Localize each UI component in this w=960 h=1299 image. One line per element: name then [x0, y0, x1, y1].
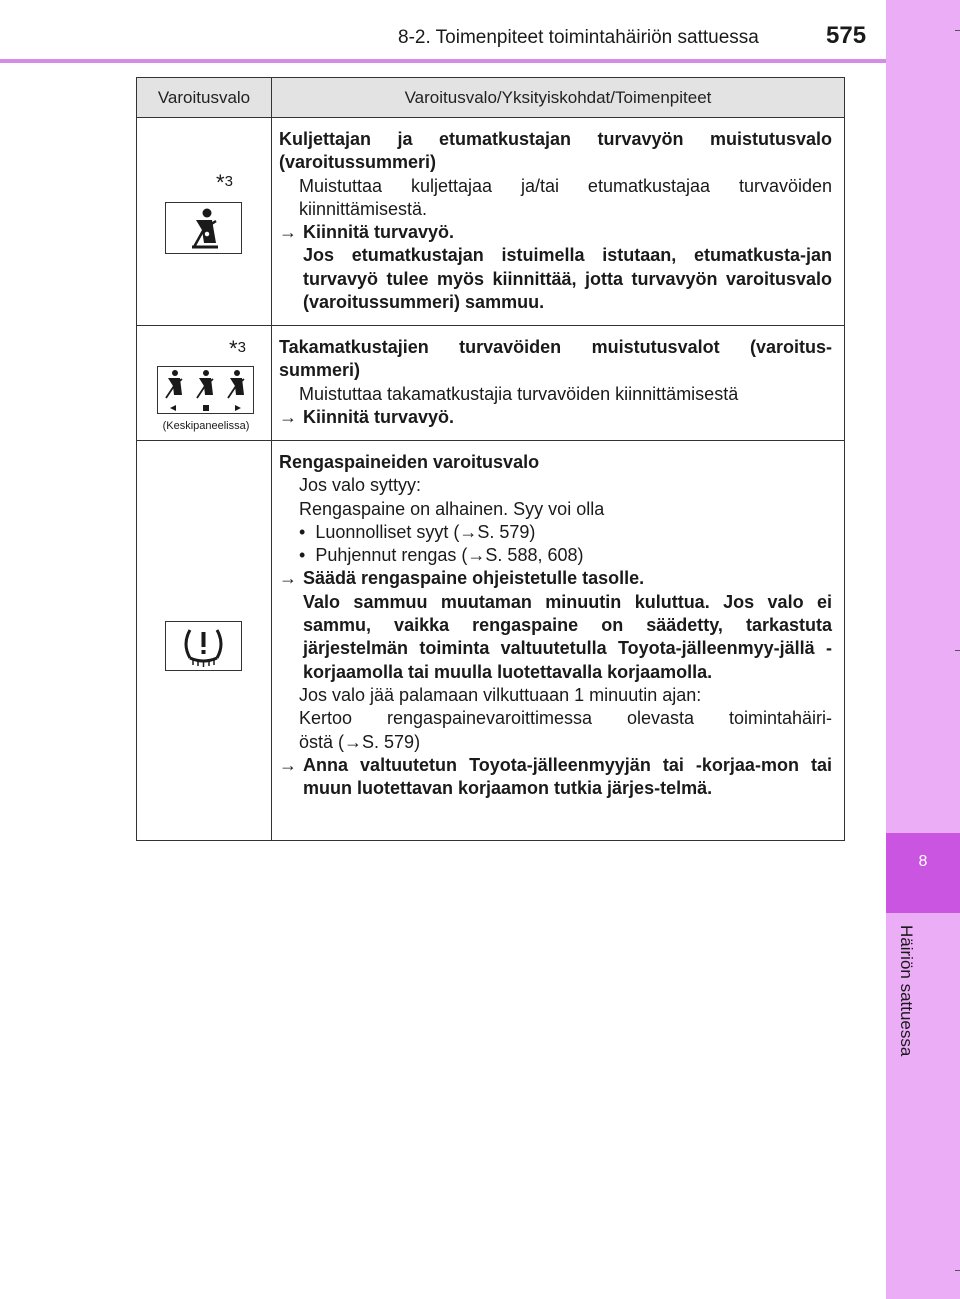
seatbelt-icon: [165, 202, 242, 254]
footnote-marker: *3: [216, 170, 233, 195]
page-number: 575: [826, 22, 867, 49]
arrow-right-icon: →: [459, 521, 478, 542]
icon-cell: [137, 118, 272, 325]
arrow-right-icon: →: [467, 545, 486, 566]
list-item: • Puhjennut rengas (→S. 588, 608): [299, 545, 584, 566]
text-line: östä (→S. 579): [299, 731, 421, 752]
text-line: Rengaspaine on alhainen. Syy voi olla: [299, 498, 605, 519]
action-item: → Säädä rengaspaine ohjeistetulle tasolle.: [279, 567, 832, 590]
action-item: → Kiinnitä turvavyö.: [279, 221, 832, 244]
column-header-light: Varoitusvalo: [137, 78, 272, 117]
chapter-number: 8: [918, 853, 928, 870]
rear-seatbelts-icon: [157, 366, 254, 414]
arrow-right-icon: →: [279, 222, 297, 243]
warning-light-table: [136, 77, 845, 841]
section-title: 8-2. Toimenpiteet toimintahäiriön sattuessa: [398, 27, 759, 48]
action-detail: Valo sammuu muutaman minuutin kuluttua. Jos valo ei sammu, vaikka rengaspaine on säädetty, tarkastuta järjestelmän toiminta valtuutetulla Toyota-jälleenmyy-jällä -korjaamolla tai muulla luotettavalla korjaamolla.: [303, 591, 832, 682]
icon-cell: [137, 441, 272, 840]
light-title: Kuljettajan ja etumatkustajan turvavyön muistutusvalo (varoitussummeri): [279, 129, 832, 173]
page-reference-link[interactable]: S. 579): [362, 731, 421, 752]
page-reference-link[interactable]: S. 588, 608): [485, 545, 584, 566]
crop-mark: [955, 650, 960, 651]
table-header-row: [137, 78, 844, 117]
text-line: Jos valo jää palamaan vilkuttuaan 1 minuutin ajan:: [299, 684, 702, 705]
table-row: [137, 440, 844, 840]
arrow-right-icon: →: [279, 754, 297, 775]
table-row: [137, 325, 844, 440]
column-header-details: Varoitusvalo/Yksityiskohdat/Toimenpiteet: [404, 87, 712, 107]
light-description: Muistuttaa takamatkustajia turvavöiden kiinnittämisestä: [299, 383, 739, 404]
light-title: Rengaspaineiden varoitusvalo: [279, 452, 540, 472]
table-row: [137, 117, 844, 325]
icon-cell: [137, 326, 272, 440]
arrow-right-icon: →: [344, 731, 363, 752]
arrow-right-icon: →: [279, 568, 297, 589]
text-line: Jos valo syttyy:: [299, 475, 422, 496]
action-detail: Jos etumatkustajan istuimella istutaan, etumatkusta-jan turvavyö tulee myös kiinnittää, jotta turvavyön varoitusvalo (varoitussummeri) sammuu.: [303, 245, 832, 313]
list-item: • Luonnolliset syyt (→S. 579): [299, 521, 536, 542]
action-item: → Kiinnitä turvavyö.: [279, 406, 832, 429]
icon-caption: (Keskipaneelissa): [162, 420, 250, 432]
crop-mark: [955, 1270, 960, 1271]
text-line: Kertoo rengaspainevaroittimessa olevasta toimintahäiri-: [299, 708, 832, 729]
light-title: Takamatkustajien turvavöiden muistutusvalot (varoitus-summeri): [279, 337, 832, 381]
crop-mark: [955, 30, 960, 31]
chapter-title: Häiriön sattuessa: [897, 925, 916, 1057]
footnote-marker: *3: [229, 336, 246, 361]
light-description: Muistuttaa kuljettajaa ja/tai etumatkustajaa turvavöiden kiinnittämisestä.: [299, 175, 832, 219]
page-reference-link[interactable]: S. 579): [477, 521, 536, 542]
action-item: → Anna valtuutetun Toyota-jälleenmyyjän tai -korjaa-mon tai muun luotettavan korjaamon tutkia järjes-telmä.: [279, 754, 832, 799]
chapter-tab[interactable]: [886, 833, 960, 913]
chapter-side-band: [886, 0, 960, 1299]
arrow-right-icon: →: [279, 406, 297, 427]
tire-pressure-icon: [165, 621, 242, 671]
header-divider: [0, 59, 886, 63]
